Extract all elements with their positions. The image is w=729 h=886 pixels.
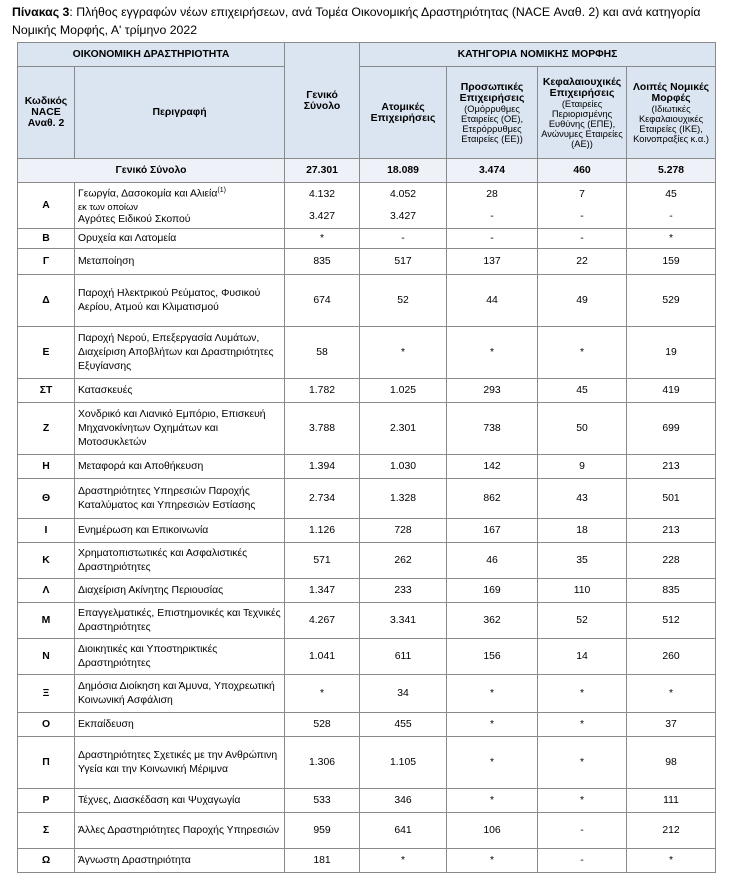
total-row: [18, 159, 716, 183]
row-other: 512: [627, 603, 716, 639]
row-other: 529: [627, 275, 716, 327]
row-capital: 22: [538, 249, 627, 275]
row-a-personal: 28: [486, 188, 498, 200]
row-other: 213: [627, 455, 716, 479]
row-description: Δραστηριότητες Υπηρεσιών Παροχής Καταλύματος και Υπηρεσιών Εστίασης: [75, 479, 285, 519]
header-other-sub: (Ιδιωτικές Κεφαλαιουχικές Εταιρείες (ΙΚΕ), Κοινοπραξίες κ.α.): [633, 103, 709, 144]
total-personal: 3.474: [447, 159, 538, 183]
header-capital-sub: (Εταιρείες Περιορισμένης Ευθύνης (ΕΠΕ), Ανώνυμες Εταιρείες (ΑΕ)): [541, 98, 623, 149]
row-code: Λ: [18, 579, 75, 603]
row-other: *: [627, 229, 716, 249]
row-code: Γ: [18, 249, 75, 275]
row-code: Ζ: [18, 403, 75, 455]
table-row: [18, 713, 716, 737]
row-code: Π: [18, 737, 75, 789]
table-row: [18, 479, 716, 519]
row-sole: -: [360, 229, 447, 249]
row-other: 213: [627, 519, 716, 543]
row-a-sub-desc: Αγρότες Ειδικού Σκοπού: [78, 213, 191, 225]
row-capital: [538, 183, 627, 229]
header-personal-sub: (Ομόρρυθμες Εταιρείες (ΟΕ), Ετερόρρυθμες Εταιρείες (ΕΕ)): [460, 103, 524, 144]
row-total: 1.306: [285, 737, 360, 789]
row-code: Ε: [18, 327, 75, 379]
row-sole: 611: [360, 639, 447, 675]
row-description: Διαχείριση Ακίνητης Περιουσίας: [75, 579, 285, 603]
row-description: Διοικητικές και Υποστηρικτικές Δραστηριότητες: [75, 639, 285, 675]
caption-label: Πίνακας 3: [12, 5, 70, 19]
table-row: [18, 675, 716, 713]
row-capital: *: [538, 713, 627, 737]
row-description: Μεταποίηση: [75, 249, 285, 275]
row-capital: -: [538, 813, 627, 849]
table-row: [18, 229, 716, 249]
table-row: [18, 275, 716, 327]
row-a-sub-sole: 3.427: [390, 210, 417, 222]
table-row: [18, 849, 716, 873]
row-other: 212: [627, 813, 716, 849]
row-a-sub-total: 3.427: [309, 210, 336, 222]
header-personal-title: Προσωπικές Επιχειρήσεις: [459, 81, 525, 104]
row-total: 1.394: [285, 455, 360, 479]
row-total: 533: [285, 789, 360, 813]
row-sole: 34: [360, 675, 447, 713]
row-a-desc: Γεωργία, Δασοκομία και Αλιεία: [78, 188, 218, 200]
row-personal: *: [447, 675, 538, 713]
row-code: Ν: [18, 639, 75, 675]
row-code: Κ: [18, 543, 75, 579]
row-capital: 45: [538, 379, 627, 403]
row-code: Α: [18, 183, 75, 229]
row-sole: 233: [360, 579, 447, 603]
row-personal: *: [447, 789, 538, 813]
row-other: 19: [627, 327, 716, 379]
row-code: Ο: [18, 713, 75, 737]
header-sole: Ατομικές Επιχειρήσεις: [360, 67, 447, 159]
row-code: ΣΤ: [18, 379, 75, 403]
row-a-sub-personal: -: [490, 210, 494, 222]
table-row: [18, 249, 716, 275]
row-total: 528: [285, 713, 360, 737]
row-code: Ξ: [18, 675, 75, 713]
row-code: Δ: [18, 275, 75, 327]
row-description: Χονδρικό και Λιανικό Εμπόριο, Επισκευή Μηχανοκίνητων Οχημάτων και Μοτοσυκλετών: [75, 403, 285, 455]
row-capital: 9: [538, 455, 627, 479]
row-other: [627, 183, 716, 229]
table-row: [18, 603, 716, 639]
row-personal: *: [447, 849, 538, 873]
row-description: Παροχή Ηλεκτρικού Ρεύματος, Φυσικού Αερίου, Ατμού και Κλιματισμού: [75, 275, 285, 327]
row-sole: 2.301: [360, 403, 447, 455]
row-other: 98: [627, 737, 716, 789]
row-sole: *: [360, 327, 447, 379]
row-sole: 52: [360, 275, 447, 327]
row-capital: 43: [538, 479, 627, 519]
header-other: [627, 67, 716, 159]
row-personal: 167: [447, 519, 538, 543]
caption-text: : Πλήθος εγγραφών νέων επιχειρήσεων, ανά Τομέα Οικονομικής Δραστηριότητας (NACE Αναθ. 2) και ανά κατηγορία Νομικής Μορφής, Α' τρίμηνο 2022: [12, 5, 701, 37]
header-legal-form-category: ΚΑΤΗΓΟΡΙΑ ΝΟΜΙΚΗΣ ΜΟΡΦΗΣ: [360, 43, 716, 67]
row-capital: 110: [538, 579, 627, 603]
table-row: [18, 737, 716, 789]
row-code: Β: [18, 229, 75, 249]
row-personal: 142: [447, 455, 538, 479]
row-personal: *: [447, 327, 538, 379]
row-sole: 1.030: [360, 455, 447, 479]
row-total: [285, 183, 360, 229]
row-personal: [447, 183, 538, 229]
table-row: [18, 379, 716, 403]
row-personal: 46: [447, 543, 538, 579]
table-row: [18, 543, 716, 579]
table-row: [18, 327, 716, 379]
total-grand: 27.301: [285, 159, 360, 183]
row-code: Η: [18, 455, 75, 479]
row-description: Παροχή Νερού, Επεξεργασία Λυμάτων, Διαχείριση Αποβλήτων και Δραστηριότητες Εξυγίανσης: [75, 327, 285, 379]
row-other: 699: [627, 403, 716, 455]
row-description: Επαγγελματικές, Επιστημονικές και Τεχνικές Δραστηριότητες: [75, 603, 285, 639]
row-sole: [360, 183, 447, 229]
row-total: 1.782: [285, 379, 360, 403]
row-total: 1.041: [285, 639, 360, 675]
row-description: Άγνωστη Δραστηριότητα: [75, 849, 285, 873]
header-capital-title: Κεφαλαιουχικές Επιχειρήσεις: [542, 76, 622, 99]
total-label: Γενικό Σύνολο: [18, 159, 285, 183]
table-row: [18, 789, 716, 813]
row-description: Εκπαίδευση: [75, 713, 285, 737]
row-sole: 1.328: [360, 479, 447, 519]
row-description: Ενημέρωση και Επικοινωνία: [75, 519, 285, 543]
row-personal: *: [447, 713, 538, 737]
row-a-other: 45: [665, 188, 677, 200]
total-capital: 460: [538, 159, 627, 183]
row-other: 501: [627, 479, 716, 519]
row-a-of-which: εκ των οποίων: [78, 201, 138, 212]
row-description: [75, 183, 285, 229]
row-sole: 641: [360, 813, 447, 849]
row-capital: 52: [538, 603, 627, 639]
row-capital: *: [538, 737, 627, 789]
row-a-sub-capital: -: [580, 210, 584, 222]
row-description: Τέχνες, Διασκέδαση και Ψυχαγωγία: [75, 789, 285, 813]
table-row: [18, 403, 716, 455]
row-description: Δημόσια Διοίκηση και Άμυνα, Υποχρεωτική Κοινωνική Ασφάλιση: [75, 675, 285, 713]
row-personal: 862: [447, 479, 538, 519]
row-total: *: [285, 675, 360, 713]
row-description: Άλλες Δραστηριότητες Παροχής Υπηρεσιών: [75, 813, 285, 849]
row-personal: 169: [447, 579, 538, 603]
row-description: Δραστηριότητες Σχετικές με την Ανθρώπινη Υγεία και την Κοινωνική Μέριμνα: [75, 737, 285, 789]
row-description: Κατασκευές: [75, 379, 285, 403]
row-sole: 1.025: [360, 379, 447, 403]
row-personal: -: [447, 229, 538, 249]
row-sole: 262: [360, 543, 447, 579]
row-personal: 137: [447, 249, 538, 275]
row-code: Ω: [18, 849, 75, 873]
footnote-marker: (1): [217, 187, 226, 195]
row-code: Ι: [18, 519, 75, 543]
row-total: 959: [285, 813, 360, 849]
total-other: 5.278: [627, 159, 716, 183]
row-total: 1.347: [285, 579, 360, 603]
row-personal: 362: [447, 603, 538, 639]
row-description: Ορυχεία και Λατομεία: [75, 229, 285, 249]
row-capital: *: [538, 327, 627, 379]
row-total: 1.126: [285, 519, 360, 543]
row-sole: *: [360, 849, 447, 873]
row-other: 260: [627, 639, 716, 675]
table-row: [18, 183, 716, 229]
total-sole: 18.089: [360, 159, 447, 183]
row-sole: 517: [360, 249, 447, 275]
row-code: Ρ: [18, 789, 75, 813]
table-row: [18, 519, 716, 543]
row-total: *: [285, 229, 360, 249]
row-sole: 728: [360, 519, 447, 543]
row-total: 571: [285, 543, 360, 579]
row-a-sole: 4.052: [390, 188, 417, 200]
row-personal: 156: [447, 639, 538, 675]
header-capital: [538, 67, 627, 159]
row-sole: 346: [360, 789, 447, 813]
row-personal: *: [447, 737, 538, 789]
row-capital: 50: [538, 403, 627, 455]
row-other: *: [627, 849, 716, 873]
row-code: Σ: [18, 813, 75, 849]
header-other-title: Λοιπές Νομικές Μορφές: [633, 81, 710, 104]
row-personal: 106: [447, 813, 538, 849]
row-capital: 35: [538, 543, 627, 579]
table-row: [18, 639, 716, 675]
row-capital: 14: [538, 639, 627, 675]
header-economic-activity: ΟΙΚΟΝΟΜΙΚΗ ΔΡΑΣΤΗΡΙΟΤΗΤΑ: [18, 43, 285, 67]
row-description: Χρηματοπιστωτικές και Ασφαλιστικές Δραστηριότητες: [75, 543, 285, 579]
row-sole: 1.105: [360, 737, 447, 789]
row-personal: 293: [447, 379, 538, 403]
row-other: 37: [627, 713, 716, 737]
row-a-sub-other: -: [669, 210, 673, 222]
data-table: [17, 42, 716, 873]
header-personal: [447, 67, 538, 159]
header-description: Περιγραφή: [75, 67, 285, 159]
row-code: Μ: [18, 603, 75, 639]
row-sole: 455: [360, 713, 447, 737]
row-code: Θ: [18, 479, 75, 519]
row-other: 111: [627, 789, 716, 813]
row-other: 159: [627, 249, 716, 275]
row-total: 58: [285, 327, 360, 379]
header-code: Κωδικός NACE Αναθ. 2: [18, 67, 75, 159]
row-sole: 3.341: [360, 603, 447, 639]
row-personal: 44: [447, 275, 538, 327]
row-a-total: 4.132: [309, 188, 336, 200]
table-row: [18, 813, 716, 849]
table-row: [18, 455, 716, 479]
row-other: *: [627, 675, 716, 713]
row-description: Μεταφορά και Αποθήκευση: [75, 455, 285, 479]
row-capital: 18: [538, 519, 627, 543]
row-capital: *: [538, 789, 627, 813]
row-total: 835: [285, 249, 360, 275]
row-total: 2.734: [285, 479, 360, 519]
row-total: 4.267: [285, 603, 360, 639]
row-total: 181: [285, 849, 360, 873]
row-personal: 738: [447, 403, 538, 455]
row-total: 674: [285, 275, 360, 327]
row-other: 228: [627, 543, 716, 579]
header-grand-total: Γενικό Σύνολο: [285, 43, 360, 159]
row-capital: -: [538, 849, 627, 873]
row-total: 3.788: [285, 403, 360, 455]
row-capital: -: [538, 229, 627, 249]
row-a-capital: 7: [579, 188, 585, 200]
row-other: 419: [627, 379, 716, 403]
table-caption: [12, 3, 722, 39]
table-row: [18, 579, 716, 603]
row-other: 835: [627, 579, 716, 603]
row-capital: 49: [538, 275, 627, 327]
row-capital: *: [538, 675, 627, 713]
